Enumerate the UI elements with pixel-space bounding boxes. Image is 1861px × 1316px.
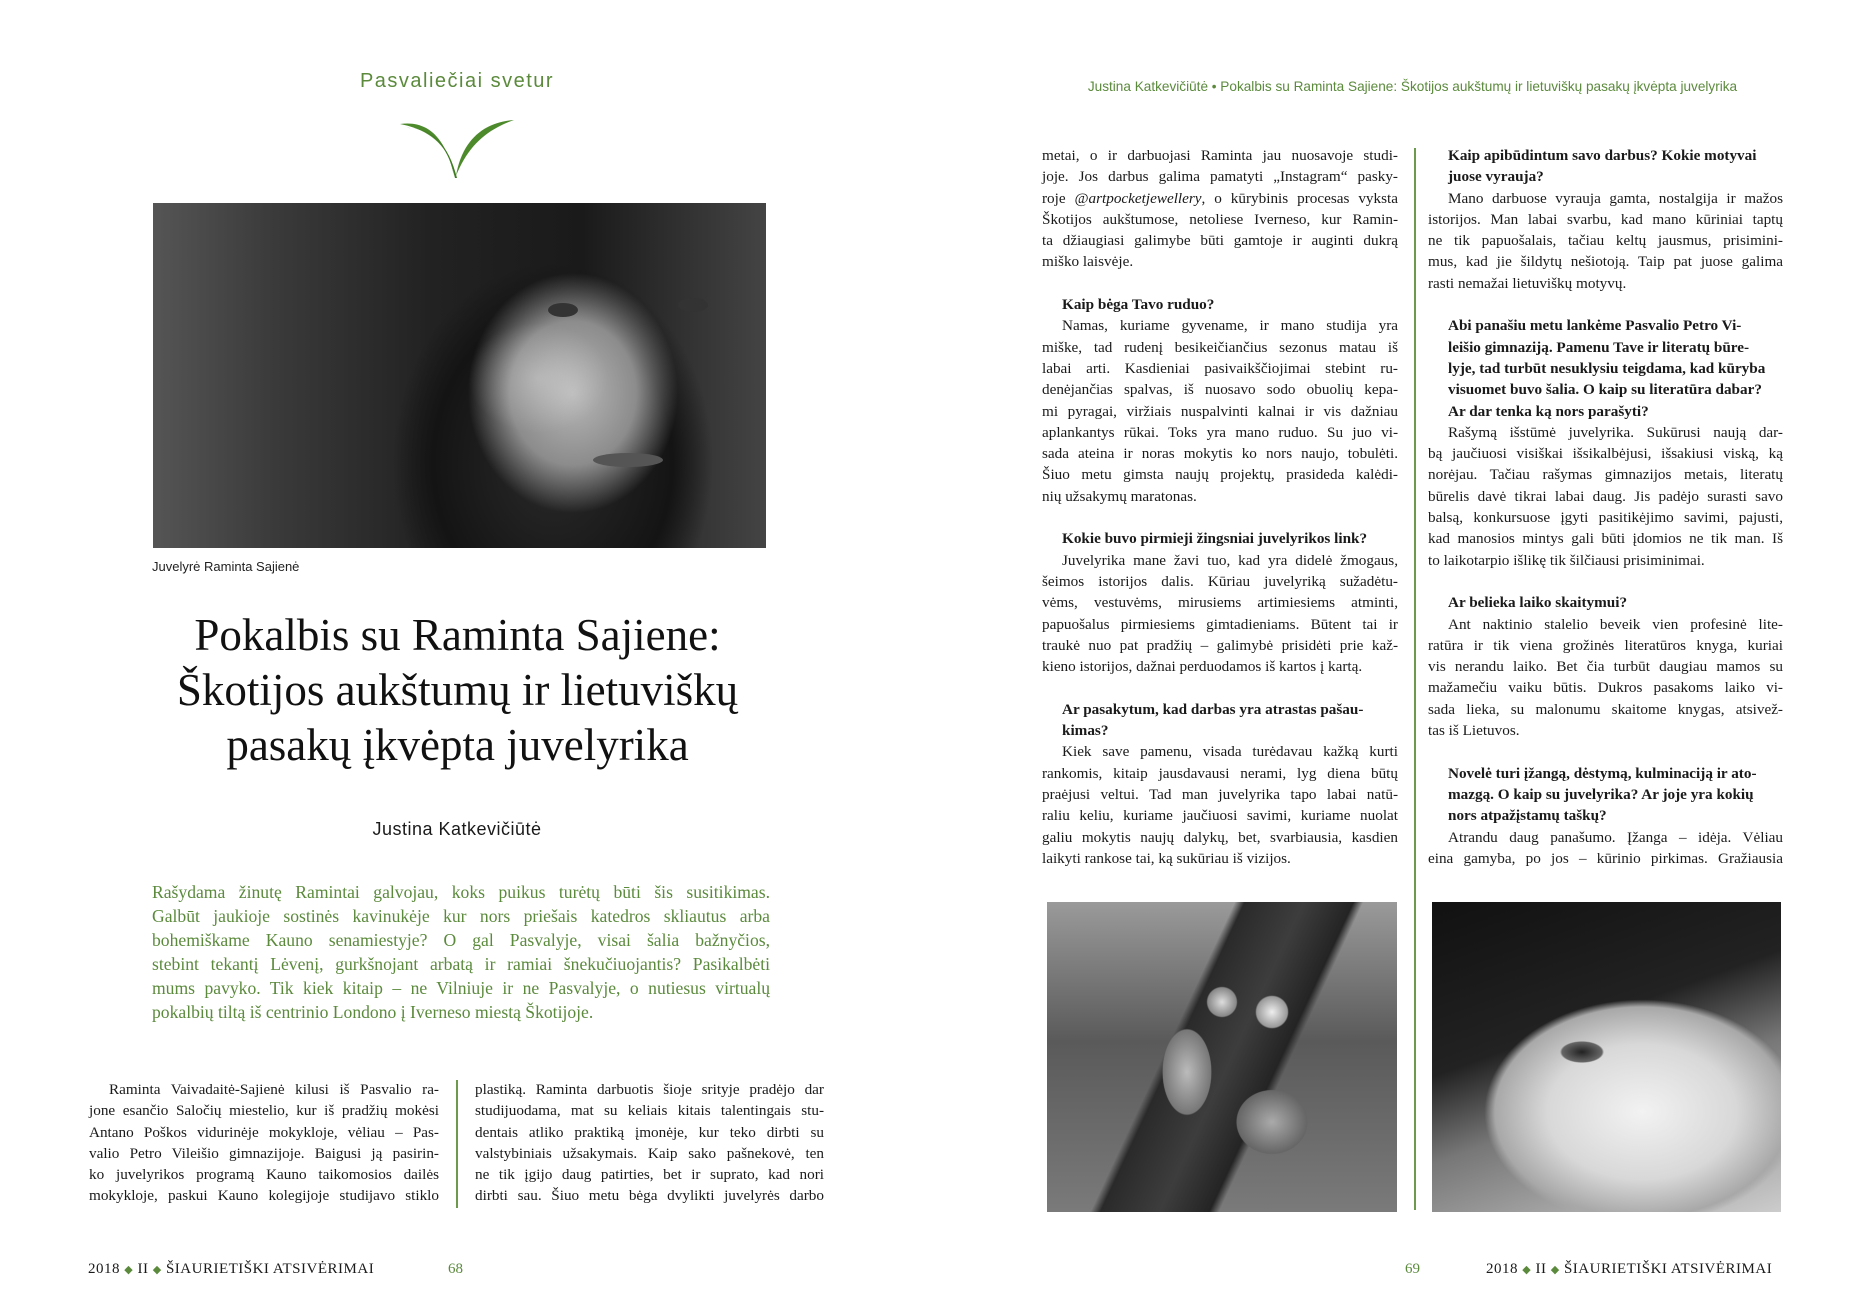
- text-line: studijuodama, mat su keliais kitais talentingais stu-: [475, 1102, 824, 1120]
- text-line: Škotijos aukštumose, netoliese Iverneso, kur Ramin-: [1042, 210, 1398, 228]
- text-line: Kaip bėga Tavo ruduo?: [1062, 296, 1215, 314]
- text-line: nors atpažįstamų taškų?: [1448, 807, 1607, 825]
- right-footer: [1486, 1261, 1772, 1278]
- right-body-column-2: [1428, 145, 1783, 869]
- column-divider: [456, 1080, 458, 1208]
- text-line: Rašymą išstūmė juvelyrika. Sukūrusi naują dar-: [1448, 423, 1783, 441]
- text-line: Mano darbuose vyrauja gamta, nostalgija ir mažos: [1448, 189, 1783, 207]
- page-number: 68: [448, 1261, 463, 1277]
- text-line: Juvelyrika mane žavi tuo, kad yra didelė žmogaus,: [1062, 551, 1398, 569]
- lead-line: mums pavyko. Tik kiek kitaip – ne Vilniuje ir ne Pasvalyje, o nutiesus virtualų: [152, 978, 770, 998]
- lead-line: Galbūt jaukioje sostinės kavinukėje kur nors priešais katedros skliautus arba: [152, 906, 770, 926]
- instagram-handle: @artpocketjewellery: [1074, 189, 1202, 207]
- text-line: ne tik papuošalais, tačiau keltų jausmus, prisimini-: [1428, 232, 1783, 250]
- text-line: Abi panašiu metu lankėme Pasvalio Petro Vi-: [1448, 317, 1742, 335]
- text-line: Namas, kuriame gyvename, ir mano studija yra: [1062, 317, 1398, 335]
- text-line: jone esančio Saločių miestelio, kur iš pradžių mokėsi: [89, 1102, 439, 1120]
- paragraph: [1428, 188, 1783, 294]
- photo-caption: Juvelyrė Raminta Sajienė: [152, 559, 300, 574]
- text-line: denėjančias spalvas, iš nuosavo sodo obuolių kepa-: [1042, 381, 1398, 399]
- portrait-photo: [153, 203, 766, 548]
- text-line: traukė nuo pat pradžių – galimybė prisidėti prie kaž-: [1042, 636, 1398, 654]
- paragraph: [1428, 614, 1783, 742]
- text-line: sada lieka, su malonumu skaitome knygas, atsivež-: [1428, 700, 1783, 718]
- text-line: aplankantys rūkai. Toks yra mano ruduo. Su juo vi-: [1042, 423, 1398, 441]
- text-line: bą jaučiuosi visiškai išsikalbėjusi, išsakiusi viską, ką: [1428, 445, 1783, 463]
- diamond-icon: ◆: [1522, 1264, 1532, 1276]
- text-line: leišio gimnaziją. Pamenu Tave ir literatų būre-: [1448, 338, 1750, 356]
- text-line: dirbti sau. Šiuo metu bėga dvylikti juvelyrės darbo: [475, 1187, 824, 1205]
- text-line: istorijos. Man labai svarbu, kad mano kūriniai taptų: [1428, 210, 1783, 228]
- text-line: praėjusi veltui. Tad man juvelyrika tapo labai natū-: [1042, 785, 1398, 803]
- leaf-logo-icon: [398, 118, 516, 180]
- interview-question: [1042, 699, 1398, 742]
- lead-line: stebint tekantį Lėvenį, gurkšnojant arbatą ir ramiai šnekučiuojantis? Pasikalbėti: [152, 954, 770, 974]
- text-line: valstybiniais užsakymais. Kaip sako pašnekovė, ten: [475, 1144, 824, 1162]
- text-line: dentais atliko praktiką įmonėje, kur teko dirbti su: [475, 1123, 824, 1141]
- text-line: Kaip apibūdintum savo darbus? Kokie motyvai: [1448, 147, 1757, 164]
- interview-question: [1042, 528, 1398, 549]
- text-line: vėms, vestuvėms, mirusiems artimiesiems atminti,: [1042, 594, 1398, 612]
- text-line: Kiek save pamenu, visada turėdavau kažką kurti: [1062, 743, 1398, 761]
- footer-journal: ŠIAURIETIŠKI ATSIVĖRIMAI: [1563, 1261, 1773, 1277]
- text-line: tas iš Lietuvos.: [1428, 722, 1520, 740]
- text-line: nių užsakymų maratonas.: [1042, 487, 1197, 505]
- text-line: valio Petro Vileišio gimnazijoje. Baigusi ją pasirin-: [89, 1144, 439, 1162]
- ring-hand-photo: [1432, 902, 1781, 1212]
- paragraph: [89, 1079, 439, 1207]
- page-number: 69: [1405, 1261, 1420, 1277]
- text-line: raliu keliu, kuriame jaučiuosi savimi, kuriame nuolat: [1042, 807, 1398, 825]
- text-line: Ar belieka laiko skaitymui?: [1448, 594, 1628, 612]
- earrings-photo: [1047, 902, 1397, 1212]
- text-line: mus, kad jie šildytų nešiotoją. Taip pat juose galima: [1428, 253, 1783, 271]
- article-title: [110, 608, 805, 773]
- left-body-column-2: [475, 1079, 824, 1207]
- text-line: roje @artpocketjewellery, o kūrybinis procesas vyksta: [1042, 189, 1398, 207]
- footer-issue: II: [137, 1261, 149, 1277]
- title-line: pasakų įkvėpta juvelyrika: [226, 720, 689, 770]
- paragraph: [1428, 422, 1783, 571]
- text-line: labai arti. Kasdieniai pasivaikščiojimai stebint ru-: [1042, 359, 1398, 377]
- text-line: šeimos istorijos dalis. Kūriau juvelyriką sužadėtu-: [1042, 572, 1398, 590]
- lead-paragraph: [152, 880, 770, 1024]
- text-line: Kokie buvo pirmieji žingsniai juvelyrikos link?: [1062, 530, 1368, 548]
- paragraph: [1042, 741, 1398, 869]
- text-line: visuomet buvo šalia. O kaip su literatūra dabar?: [1448, 381, 1762, 399]
- lead-line: bohemiškame Kauno senamiestyje? O gal Pasvalyje, visai šalia bažnyčios,: [152, 930, 770, 950]
- text-line: būrelis davė tikrai labai daug. Jis padėjo surasti savo: [1428, 487, 1783, 505]
- text-line: papuošalus pirmiesiems gimtadieniams. Būtent tai ir: [1042, 615, 1398, 633]
- diamond-icon: ◆: [1550, 1264, 1560, 1276]
- text-line: rasti nemažai lietuviškų motyvų.: [1428, 274, 1627, 292]
- text-line: lyje, tad turbūt nesuklysiu teigdama, kad kūryba: [1448, 359, 1766, 377]
- lead-line: pokalbių tiltą iš centrinio Londono į Iverneso miestą Škotijoje.: [152, 1002, 594, 1022]
- left-footer: [88, 1261, 374, 1278]
- text-line: norėjau. Tačiau rašymas gimnazijos metais, literatų: [1428, 466, 1783, 484]
- diamond-icon: ◆: [152, 1264, 162, 1276]
- text-line: galiu mokytis naujų dalykų, bet, svarbiausia, kasdien: [1042, 828, 1398, 846]
- right-body-column-1: [1042, 145, 1398, 869]
- text-line: mazgą. O kaip su juvelyrika? Ar joje yra kokių: [1448, 785, 1754, 803]
- text-line: mi pyragai, viržiais nuspalvinti kalnai ir vis dažniau: [1042, 402, 1398, 420]
- text-line: ne tik įgijo daug patirties, bet ir suprato, kad nori: [475, 1166, 824, 1184]
- text-line: Raminta Vaivadaitė-Sajienė kilusi iš Pasvalio ra-: [109, 1081, 439, 1098]
- interview-question: [1428, 315, 1783, 421]
- text-line: juose vyrauja?: [1448, 168, 1544, 186]
- text-line: metai, o ir darbuojasi Raminta jau nuosavoje studi-: [1042, 147, 1398, 164]
- text-line: ko juvelyrikos programą Kauno taikomosios dailės: [89, 1166, 439, 1184]
- paragraph: [1042, 315, 1398, 507]
- portrait-eye: [678, 298, 708, 312]
- text-line: miško laisvėje.: [1042, 253, 1134, 271]
- title-line: Pokalbis su Raminta Sajiene:: [194, 610, 721, 660]
- text-line: Atrandu daug panašumo. Įžanga – idėja. Vėliau: [1448, 828, 1783, 846]
- interview-question: [1428, 763, 1783, 827]
- lead-line: Rašydama žinutę Ramintai galvojau, koks puikus turėtų būti šis susitikimas.: [152, 882, 770, 902]
- text-line: miške, tad rudenį besikeičiančius sezonus matau iš: [1042, 338, 1398, 356]
- text-line: Ar pasakytum, kad darbas yra atrastas pašau-: [1062, 700, 1364, 718]
- paragraph: [475, 1079, 824, 1207]
- text-line: ratūra ir tik viena grožinės literatūros knyga, kuriai: [1428, 636, 1783, 654]
- column-divider: [1414, 148, 1416, 1210]
- footer-year: 2018: [88, 1261, 120, 1277]
- text-line: rankomis, kitaip jausdavausi nerami, lyg diena būtų: [1042, 764, 1398, 782]
- article-author: Justina Katkevičiūtė: [372, 819, 542, 839]
- text-line: kieno istorijos, dažnai perduodamos iš kartos į kartą.: [1042, 658, 1363, 676]
- left-body-column-1: [89, 1079, 439, 1207]
- paragraph: [1428, 827, 1783, 870]
- text-line: kad manosios mintys gali būti įdomios ne tik man. Iš: [1428, 530, 1783, 548]
- title-line: Škotijos aukštumų ir lietuviškų: [176, 665, 739, 715]
- text-line: mokykloje, paskui Kauno kolegijoje studijavo stiklo: [89, 1187, 439, 1205]
- footer-year: 2018: [1486, 1261, 1518, 1277]
- portrait-eye: [548, 303, 578, 317]
- text-line: vis nerandu laiko. Bet čia turbūt daugiau mamos su: [1428, 658, 1783, 676]
- text-line: Ant naktinio stalelio beveik vien profesinė lite-: [1448, 615, 1783, 633]
- running-head: Justina Katkevičiūtė • Pokalbis su Raminta Sajiene: Škotijos aukštumų ir lietuviškų pasakų įkvėpta juvelyrika: [1087, 79, 1738, 94]
- paragraph: [1042, 145, 1398, 273]
- text-line: Šiuo metu gimsta naujų projektų, prasideda kalėdi-: [1042, 466, 1398, 484]
- footer-journal: ŠIAURIETIŠKI ATSIVĖRIMAI: [165, 1261, 375, 1277]
- text-line: mažamečiu vaiku būtis. Dukros pasakoms laiko vi-: [1428, 679, 1783, 697]
- text-line: to laikotarpio išlikę tik šilčiausi prisiminimai.: [1428, 551, 1705, 569]
- text-line: ta džiaugiasi galimybe būti gamtoje ir auginti dukrą: [1042, 232, 1398, 250]
- text-line: balsą, konkursuose įgyti pasitikėjimo savimi, pajusti,: [1428, 509, 1783, 527]
- portrait-mouth: [593, 453, 663, 467]
- text-line: joje. Jos darbus galima pamatyti „Instagram“ pasky-: [1042, 168, 1398, 186]
- text-line: Novelė turi įžangą, dėstymą, kulminaciją ir ato-: [1448, 764, 1757, 782]
- footer-issue: II: [1535, 1261, 1547, 1277]
- text-line: kimas?: [1062, 722, 1109, 740]
- text-line: eina gamyba, po jos – kūrinio pirkimas. Gražiausia: [1428, 849, 1783, 867]
- interview-question: [1428, 145, 1783, 188]
- text-line: sada ateina ir noras mokytis ko nors naujo, tobulėti.: [1042, 445, 1398, 463]
- interview-question: [1042, 294, 1398, 315]
- interview-question: [1428, 592, 1783, 613]
- text-line: plastiką. Raminta darbuotis šioje srityje pradėjo dar: [475, 1081, 824, 1098]
- text-line: Antano Poškos vidurinėje mokykloje, vėliau – Pas-: [89, 1123, 439, 1141]
- diamond-icon: ◆: [124, 1264, 134, 1276]
- text-line: laikyti rankose tai, ką sukūriau iš vizijos.: [1042, 849, 1291, 867]
- text-line: Ar dar tenka ką nors parašyti?: [1448, 402, 1649, 420]
- section-title: Pasvaliečiai svetur: [359, 70, 555, 92]
- paragraph: [1042, 550, 1398, 678]
